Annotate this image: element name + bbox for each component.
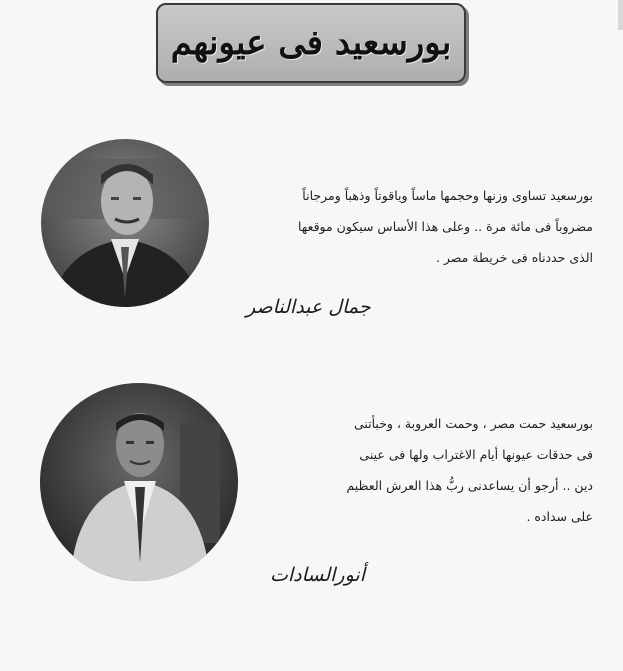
quote-block-second (346, 408, 593, 532)
page-title: بورسعيد فى عيونهم (170, 23, 452, 63)
page-edge-mark (618, 0, 623, 30)
title-banner (156, 3, 466, 83)
signature-first: جمال عبدالناصر (246, 296, 371, 318)
portrait-photo-second (40, 383, 238, 581)
quote-line: بورسعيد تساوى وزنها وحجمها ماساً وياقوتاً وذهباً ومرجاناً (302, 188, 593, 203)
quote-line: فى حدقات عيونها أيام الاغتراب ولها فى عينى (359, 447, 593, 462)
quote-block-first (298, 180, 593, 273)
quote-line: الذى حددناه فى خريطة مصر . (435, 250, 593, 265)
quote-line: بورسعيد حمت مصر ، وحمت العروبة ، وخبأتنى (353, 416, 593, 431)
portrait-photo-first (41, 139, 209, 307)
signature-second: أنورالسادات (270, 564, 365, 586)
quote-line: على سداده . (526, 509, 593, 524)
quote-line: مضروباً فى مائة مرة .. وعلى هذا الأساس سيكون موقعها (297, 219, 593, 234)
quote-line: دين .. أرجو أن يساعدنى ربُّ هذا العرش العظيم (346, 478, 593, 493)
